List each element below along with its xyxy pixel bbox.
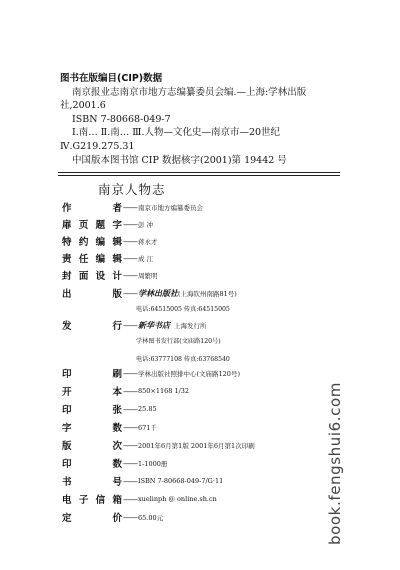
label-char: 设 bbox=[95, 271, 106, 282]
spec-label bbox=[62, 456, 122, 470]
label-char: 任 bbox=[78, 254, 89, 265]
cip-heading: 图书在版编目(CIP)数据 bbox=[60, 73, 163, 84]
spec-row-isbn bbox=[62, 474, 223, 488]
spec-label bbox=[62, 438, 122, 452]
spec-label bbox=[62, 366, 122, 380]
label-char: 约 bbox=[78, 237, 89, 248]
label-char: 作 bbox=[62, 203, 72, 214]
leader-dash: —— bbox=[123, 219, 137, 229]
leader-dash: —— bbox=[123, 202, 137, 212]
label-char: 页 bbox=[78, 220, 89, 231]
credit-value: 蒋永才 bbox=[138, 237, 158, 246]
label-char: 计 bbox=[112, 271, 122, 282]
cip-isbn: ISBN 7-80668-049-7 bbox=[72, 113, 171, 125]
credit-row-author bbox=[62, 200, 203, 214]
spec-label bbox=[62, 402, 122, 416]
distribution-label bbox=[62, 318, 122, 332]
label-char: 题 bbox=[95, 220, 106, 231]
label-char: 定 bbox=[62, 513, 72, 524]
label-char: 面 bbox=[78, 271, 89, 282]
credit-label bbox=[62, 251, 122, 265]
label-char: 者 bbox=[112, 203, 122, 214]
leader-dash: —— bbox=[123, 270, 137, 280]
leader-dash: —— bbox=[123, 253, 137, 263]
spec-value: ISBN 7-80668-049-7/G·11 bbox=[138, 477, 224, 485]
spec-row-price bbox=[62, 510, 163, 524]
credit-value: 彭 冲 bbox=[138, 220, 154, 229]
label-char: 张 bbox=[112, 405, 122, 416]
watermark-text: book.fengshui6.com bbox=[326, 381, 344, 545]
spec-row-format bbox=[62, 384, 189, 398]
label-char: 印 bbox=[62, 405, 72, 416]
label-char: 印 bbox=[62, 459, 72, 470]
spec-row-email bbox=[62, 492, 217, 506]
cip-record-number: 中国版本图书馆 CIP 数据核字(2001)第 19442 号 bbox=[72, 154, 287, 166]
leader-dash: —— bbox=[123, 288, 137, 298]
credit-value: 南京市地方编纂委员会 bbox=[138, 203, 203, 212]
leader-dash: —— bbox=[123, 512, 137, 522]
spec-value: xuelinph @ online.sh.cn bbox=[138, 495, 217, 503]
cip-citation-line2: 社,2001.6 bbox=[60, 100, 106, 112]
label-char: 行 bbox=[112, 321, 122, 332]
leader-dash: —— bbox=[123, 476, 137, 486]
label-char: 辑 bbox=[112, 237, 122, 248]
label-char: 字 bbox=[62, 423, 72, 434]
cip-block bbox=[60, 72, 365, 167]
spec-row-sheets bbox=[62, 402, 157, 416]
spec-value: 25.85 bbox=[138, 405, 157, 413]
spec-row-word-count bbox=[62, 420, 157, 434]
spec-value: 2001年6月第1版 2001年6月第1次印刷 bbox=[138, 441, 255, 450]
label-char: 价 bbox=[112, 513, 122, 524]
spec-label bbox=[62, 420, 122, 434]
label-char: 数 bbox=[112, 459, 122, 470]
label-char: 编 bbox=[95, 237, 106, 248]
spec-row-print-run bbox=[62, 456, 167, 470]
spec-label bbox=[62, 474, 122, 488]
spec-label bbox=[62, 384, 122, 398]
label-char: 号 bbox=[112, 477, 122, 488]
spec-row-printer bbox=[62, 366, 240, 380]
publisher-address: (上海钦州南路81号) bbox=[178, 289, 237, 298]
leader-dash: —— bbox=[123, 422, 137, 432]
leader-dash: —— bbox=[123, 320, 137, 330]
label-char: 箱 bbox=[112, 495, 122, 506]
label-char: 编 bbox=[95, 254, 106, 265]
label-char: 出 bbox=[62, 289, 72, 300]
publisher-label bbox=[62, 286, 122, 300]
leader-dash: —— bbox=[123, 386, 137, 396]
distribution-line2: 学林图书发行部(文庙路120号) bbox=[136, 338, 221, 345]
publisher-row bbox=[62, 286, 237, 300]
label-char: 责 bbox=[62, 254, 72, 265]
label-char: 信 bbox=[95, 495, 106, 506]
leader-dash: —— bbox=[123, 494, 137, 504]
divider-rule bbox=[58, 172, 340, 173]
spec-label bbox=[62, 492, 122, 506]
credit-label bbox=[62, 234, 122, 248]
credit-row-calligraphy bbox=[62, 217, 153, 231]
spec-value: 671千 bbox=[138, 423, 157, 432]
credit-label bbox=[62, 217, 122, 231]
credit-label bbox=[62, 200, 122, 214]
distribution-row bbox=[62, 318, 207, 332]
leader-dash: —— bbox=[123, 368, 137, 378]
cip-subjects-line2: Ⅳ.G219.275.31 bbox=[60, 140, 135, 152]
publisher-phone: 电话:64515005 传真:64515005 bbox=[136, 306, 230, 313]
credit-row-editor bbox=[62, 251, 153, 265]
spec-value: 学林出版社照排中心(文庙路120号) bbox=[138, 369, 240, 378]
label-char: 数 bbox=[112, 423, 122, 434]
label-char: 开 bbox=[62, 387, 72, 398]
publisher-logo: 学林出版社 bbox=[138, 287, 178, 298]
credit-row-guest-editor bbox=[62, 234, 158, 248]
spec-value: 65.00元 bbox=[138, 513, 164, 522]
distribution-phone: 电话:63777108 传真:63768540 bbox=[136, 356, 230, 363]
cip-citation-line1: 南京报业志南京市地方志编纂委员会编.—上海:学林出版 bbox=[72, 86, 307, 98]
label-char: 字 bbox=[112, 220, 122, 231]
divider-rule-thin bbox=[58, 175, 340, 176]
label-char: 扉 bbox=[62, 220, 72, 231]
distribution-office: 上海发行所 bbox=[174, 321, 207, 330]
label-char: 发 bbox=[62, 321, 72, 332]
label-char: 辑 bbox=[112, 254, 122, 265]
label-char: 书 bbox=[62, 477, 72, 488]
label-char: 电 bbox=[62, 495, 72, 506]
cip-subjects-line1: Ⅰ.南… Ⅱ.南… Ⅲ.人物—文化史—南京市—20世纪 bbox=[72, 127, 281, 139]
leader-dash: —— bbox=[123, 458, 137, 468]
book-title: 南京人物志 bbox=[98, 182, 166, 197]
leader-dash: —— bbox=[123, 236, 137, 246]
spec-label bbox=[62, 510, 122, 524]
credit-value: 周繁明 bbox=[138, 271, 158, 280]
label-char: 刷 bbox=[112, 369, 122, 380]
label-char: 次 bbox=[112, 441, 122, 452]
leader-dash: —— bbox=[123, 404, 137, 414]
label-char: 特 bbox=[62, 237, 72, 248]
spec-row-edition bbox=[62, 438, 255, 452]
credit-value: 成 江 bbox=[138, 254, 154, 263]
label-char: 子 bbox=[78, 495, 89, 506]
label-char: 印 bbox=[62, 369, 72, 380]
label-char: 封 bbox=[62, 271, 72, 282]
label-char: 本 bbox=[112, 387, 122, 398]
distributor-logo: 新华书店 bbox=[138, 319, 170, 330]
credit-row-cover-design bbox=[62, 268, 158, 282]
spec-value: 1-1000册 bbox=[138, 459, 168, 468]
spec-value: 850×1168 1/32 bbox=[138, 387, 190, 395]
label-char: 版 bbox=[112, 289, 122, 300]
leader-dash: —— bbox=[123, 440, 137, 450]
credit-label bbox=[62, 268, 122, 282]
label-char: 版 bbox=[62, 441, 72, 452]
